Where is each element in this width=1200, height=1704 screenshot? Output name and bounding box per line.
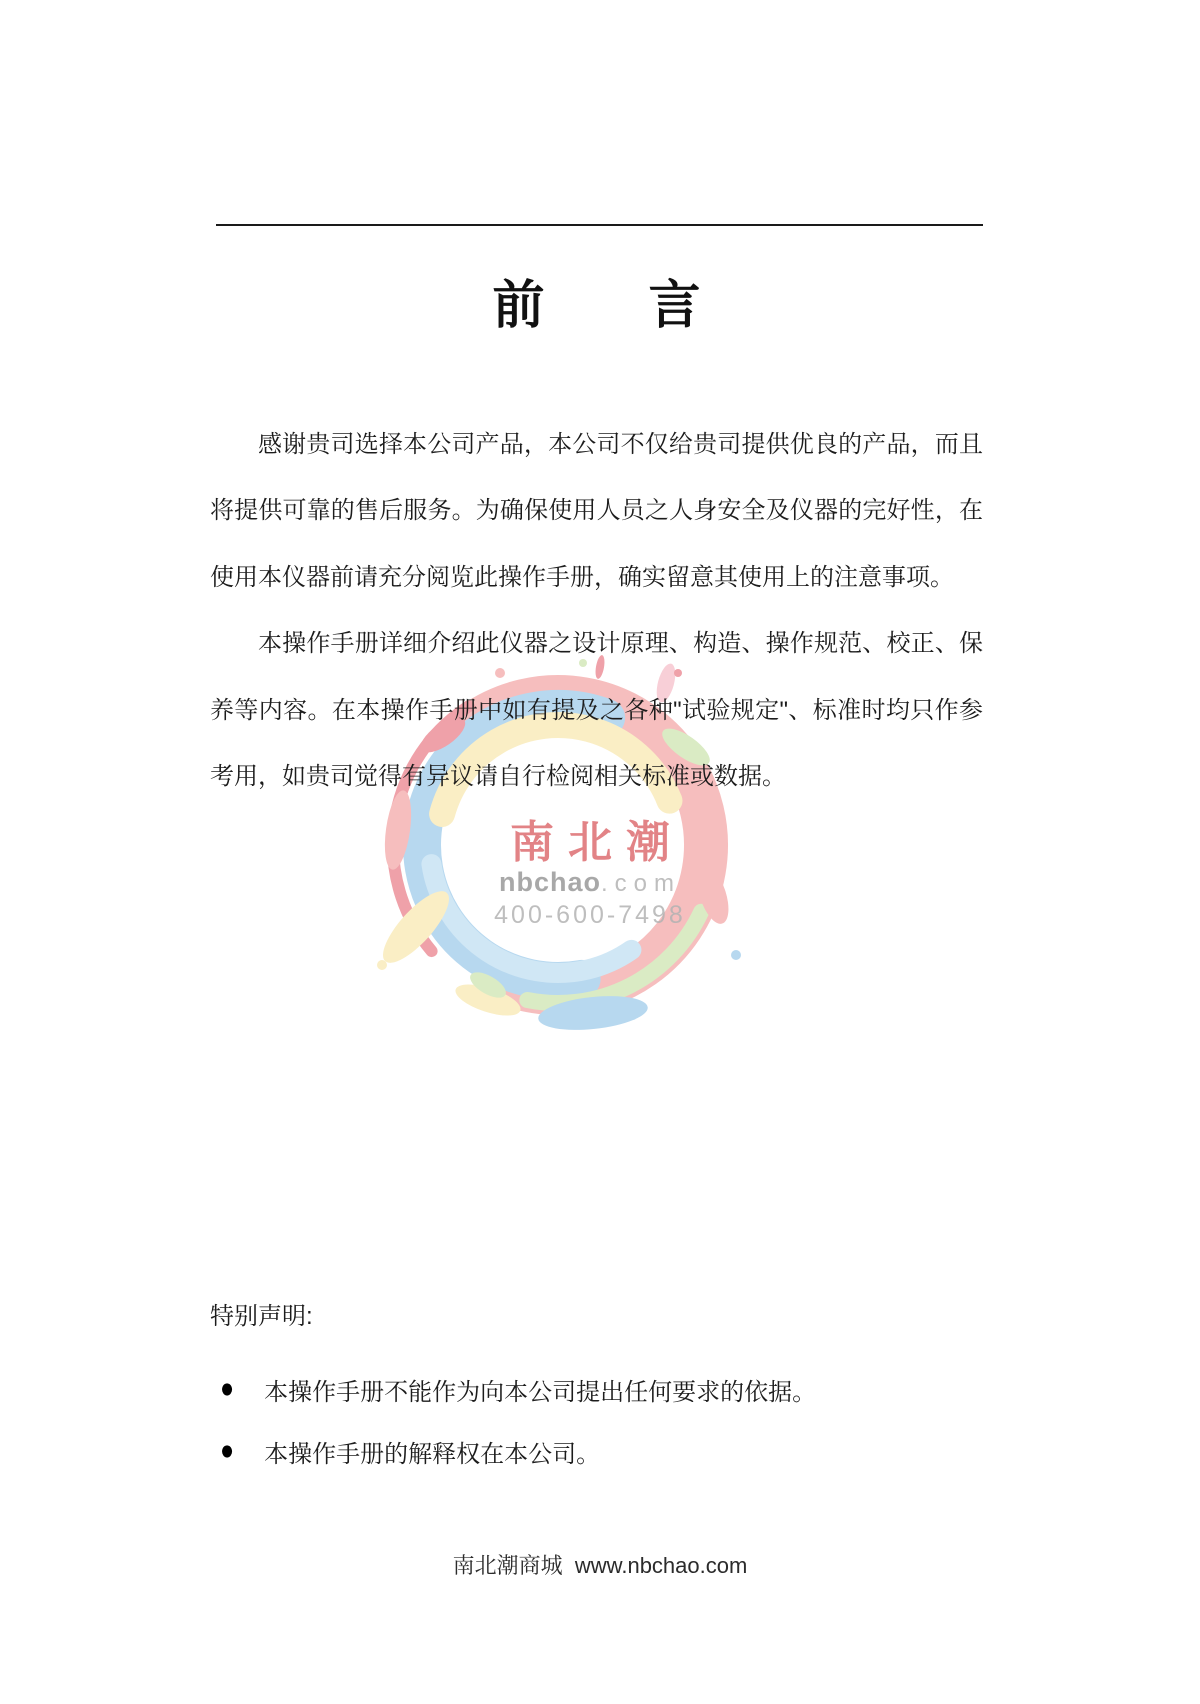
- watermark-domain-text: [428, 869, 752, 900]
- watermark-brand-text: 南北潮: [510, 818, 684, 867]
- watermark-text-block: [428, 820, 752, 929]
- page-footer: 南北潮商城 www.nbchao.com: [452, 1553, 748, 1578]
- special-statement-list: [210, 1358, 983, 1482]
- watermark-domain-suffix: .com: [601, 870, 682, 897]
- statement-item-text: 本操作手册的解释权在本公司。: [264, 1440, 601, 1468]
- watermark-phone-text: 400-600-7498: [494, 901, 686, 929]
- page-title: 前 言: [492, 277, 701, 335]
- preface-paragraph-line: 本操作手册详细介绍此仪器之设计原理、构造、操作规范、校正、保: [258, 630, 983, 658]
- preface-paragraph-line: 使用本仪器前请充分阅览此操作手册，确实留意其使用上的注意事项。: [210, 563, 954, 591]
- preface-paragraph-line: 将提供可靠的售后服务。为确保使用人员之人身安全及仪器的完好性，在: [210, 497, 983, 525]
- bullet-icon: ●: [219, 1434, 235, 1467]
- statement-list-item: [210, 1358, 983, 1420]
- preface-body: [210, 412, 983, 810]
- special-statement-heading: 特别声明:: [210, 1303, 313, 1330]
- preface-paragraph-line: 养等内容。在本操作手册中如有提及之各种"试验规定"、标准时均只作参: [210, 696, 983, 724]
- preface-paragraph-line: 考用，如贵司觉得有异议请自行检阅相关标准或数据。: [210, 763, 786, 791]
- bullet-icon: ●: [219, 1372, 235, 1405]
- statement-list-item: [210, 1420, 983, 1482]
- preface-paragraph-line: 感谢贵司选择本公司产品，本公司不仅给贵司提供优良的产品，而且: [258, 431, 983, 458]
- watermark-domain-name: nbchao: [498, 867, 601, 897]
- statement-item-text: 本操作手册不能作为向本公司提出任何要求的依据。: [264, 1378, 817, 1406]
- section-divider-line: [216, 224, 983, 226]
